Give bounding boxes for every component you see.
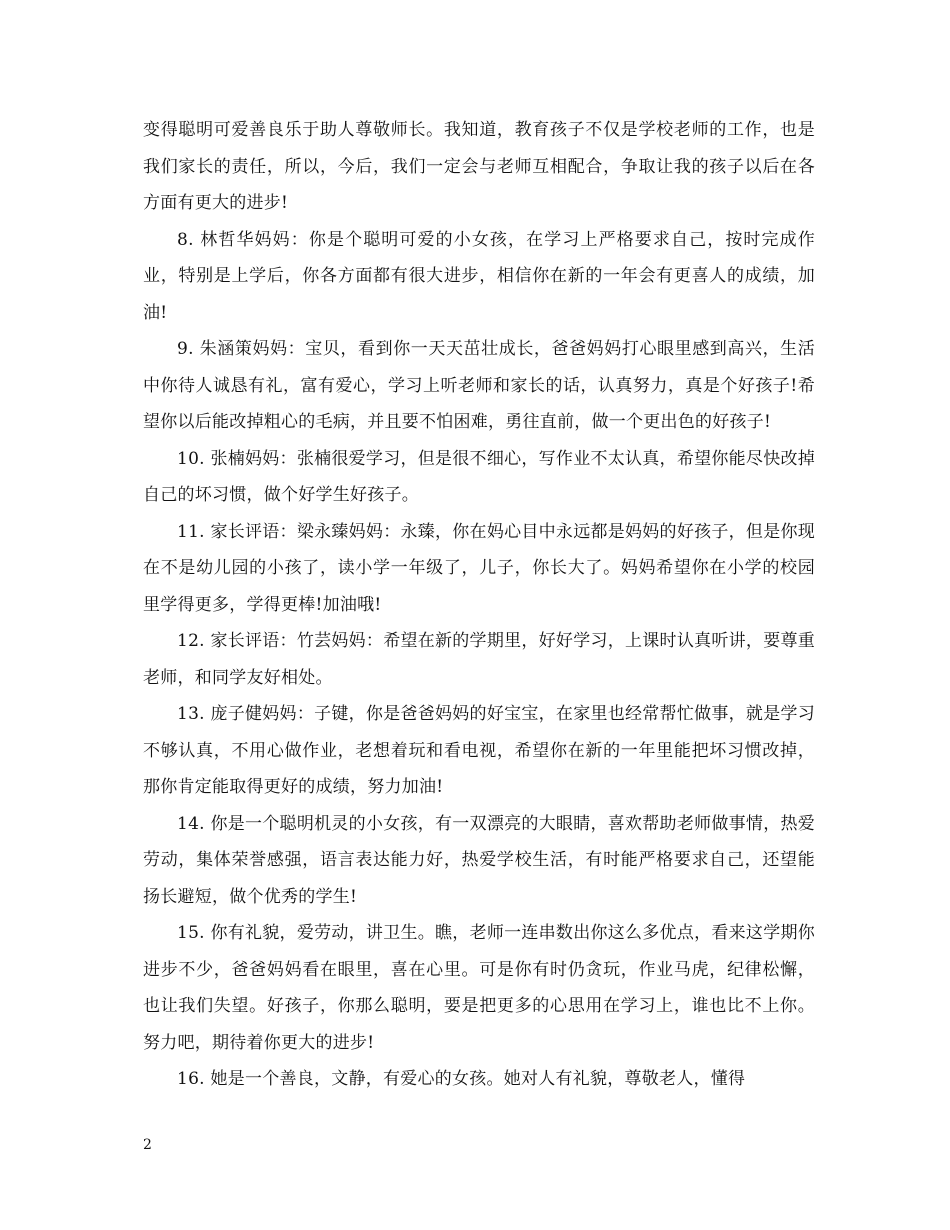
paragraph-item-14: 14. 你是一个聪明机灵的小女孩，有一双漂亮的大眼睛，喜欢帮助老师做事情，热爱劳动，集体荣誉感强，语言表达能力好，热爱学校生活，有时能严格要求自己，还望能扬长避短，做个优秀的学生! <box>143 813 815 907</box>
paragraph-item-13: 13. 庞子健妈妈：子键，你是爸爸妈妈的好宝宝，在家里也经常帮忙做事，就是学习不够认真，不用心做作业，老想着玩和看电视，希望你在新的一年里能把坏习惯改掉，那你肯定能取得更好的成绩，努力加油! <box>143 704 815 797</box>
page-number: 2 <box>143 1137 152 1153</box>
paragraph-item-12: 12. 家长评语：竹芸妈妈：希望在新的学期里，好好学习，上课时认真听讲，要尊重老师，和同学友好相处。 <box>143 631 815 688</box>
paragraph-item-9: 9. 朱涵策妈妈：宝贝，看到你一天天茁壮成长，爸爸妈妈打心眼里感到高兴，生活中你待人诚恳有礼，富有爱心，学习上听老师和家长的话，认真努力，真是个好孩子!希望你以后能改掉粗心的毛病，并且要不怕困难，勇往直前，做一个更出色的好孩子! <box>143 339 815 432</box>
paragraph-item-11: 11. 家长评语：梁永臻妈妈：永臻，你在妈心目中永远都是妈妈的好孩子，但是你现在不是幼儿园的小孩了，读小学一年级了，儿子，你长大了。妈妈希望你在小学的校园里学得更多，学得更棒!加油哦! <box>143 521 815 615</box>
paragraph-item-15: 15. 你有礼貌，爱劳动，讲卫生。瞧，老师一连串数出你这么多优点，看来这学期你进步不少，爸爸妈妈看在眼里，喜在心里。可是你有时仍贪玩，作业马虎，纪律松懈，也让我们失望。好孩子，你那么聪明，要是把更多的心思用在学习上，谁也比不上你。努力吧，期待着你更大的进步! <box>143 923 815 1053</box>
paragraph-continuation: 变得聪明可爱善良乐于助人尊敬师长。我知道，教育孩子不仅是学校老师的工作，也是我们家长的责任，所以，今后，我们一定会与老师互相配合，争取让我的孩子以后在各方面有更大的进步! <box>143 120 815 213</box>
document-body <box>143 112 815 1098</box>
paragraph-item-8: 8. 林哲华妈妈：你是个聪明可爱的小女孩，在学习上严格要求自己，按时完成作业，特别是上学后，你各方面都有很大进步，相信你在新的一年会有更喜人的成绩，加油! <box>143 229 815 323</box>
paragraph-item-16: 16. 她是一个善良，文静，有爱心的女孩。她对人有礼貌，尊敬老人，懂得 <box>177 1069 746 1089</box>
paragraph-item-10: 10. 张楠妈妈：张楠很爱学习，但是很不细心，写作业不太认真，希望你能尽快改掉自己的坏习惯，做个好学生好孩子。 <box>143 448 815 505</box>
